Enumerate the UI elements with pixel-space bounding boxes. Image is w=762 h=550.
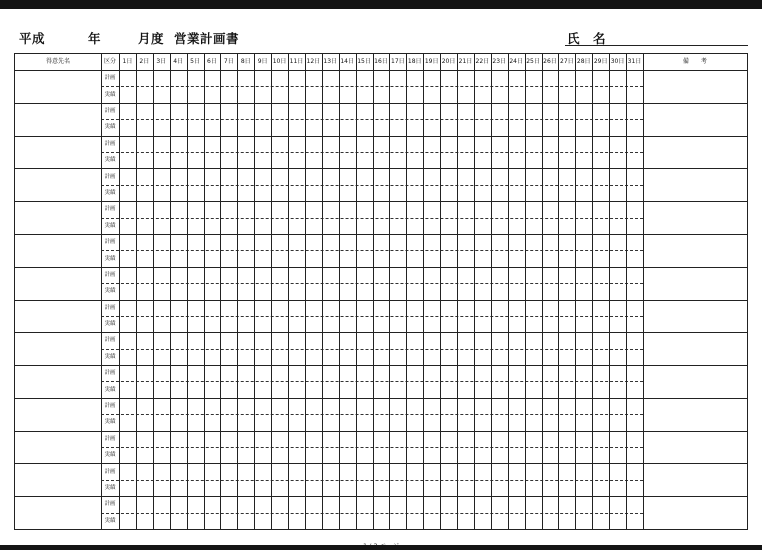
category-actual-label: 実績 [104, 485, 116, 492]
header-day-31: 31日 [627, 58, 642, 65]
header-day-4: 4日 [173, 58, 184, 65]
day-column-divider [609, 54, 610, 529]
row-group-separator [15, 234, 747, 235]
day-column-divider [592, 54, 593, 529]
category-plan-label: 計画 [104, 370, 116, 377]
row-group-separator [15, 168, 747, 169]
category-actual-label: 実績 [104, 255, 116, 262]
header-day-24: 24日 [509, 58, 523, 65]
header-day-26: 26日 [543, 58, 557, 65]
category-plan-label: 計画 [104, 337, 116, 344]
day-column-divider [153, 54, 154, 529]
header-day-7: 7日 [223, 58, 234, 65]
category-plan-label: 計画 [104, 206, 116, 213]
header-remarks: 備 考 [682, 58, 707, 65]
day-column-divider [322, 54, 323, 529]
category-plan-label: 計画 [104, 403, 116, 410]
day-column-divider [558, 54, 559, 529]
year-label: 年 [88, 31, 102, 46]
day-column-divider [305, 54, 306, 529]
day-column-divider [440, 54, 441, 529]
row-group-separator [15, 300, 747, 301]
category-plan-label: 計画 [104, 75, 116, 82]
header-customer-name: 得意先名 [45, 58, 70, 65]
header-day-5: 5日 [190, 58, 200, 65]
category-actual-label: 実績 [104, 288, 116, 295]
row-group-separator [15, 136, 747, 137]
category-actual-label: 実績 [104, 386, 116, 393]
row-group-separator [15, 431, 747, 432]
category-actual-label: 実績 [104, 157, 116, 164]
header-day-11: 11日 [289, 58, 304, 65]
header-day-23: 23日 [492, 58, 507, 65]
row-group-separator [15, 398, 747, 399]
sales-plan-table [14, 53, 748, 530]
category-plan-label: 計画 [104, 435, 116, 442]
header-day-17: 17日 [391, 58, 405, 65]
header-day-18: 18日 [407, 58, 422, 65]
header-day-30: 30日 [610, 58, 625, 65]
category-plan-label: 計画 [104, 304, 116, 311]
category-plan-label: 計画 [104, 501, 116, 508]
day-column-divider [136, 54, 137, 529]
header-day-25: 25日 [526, 58, 540, 65]
header-day-22: 22日 [475, 58, 490, 65]
header-day-9: 9日 [257, 58, 268, 65]
day-column-divider [575, 54, 576, 529]
header-day-12: 12日 [306, 58, 321, 65]
header-day-16: 16日 [374, 58, 388, 65]
header-day-20: 20日 [441, 58, 456, 65]
day-column-divider [288, 54, 289, 529]
name-label: 氏 名 [567, 31, 607, 46]
row-group-separator [15, 103, 747, 104]
header-day-8: 8日 [240, 58, 251, 65]
header-day-2: 2日 [139, 58, 150, 65]
day-column-divider [491, 54, 492, 529]
row-group-separator [15, 496, 747, 497]
header-day-21: 21日 [458, 58, 473, 65]
day-column-divider [204, 54, 205, 529]
header-day-19: 19日 [424, 58, 439, 65]
day-column-divider [356, 54, 357, 529]
header-day-29: 29日 [593, 58, 608, 65]
row-group-separator [15, 332, 747, 333]
header-day-1: 1日 [122, 58, 133, 65]
day-column-divider [389, 54, 390, 529]
day-column-divider [457, 54, 458, 529]
category-actual-label: 実績 [104, 222, 116, 229]
header-day-6: 6日 [207, 58, 217, 65]
day-column-divider [626, 54, 627, 529]
name-underline [565, 45, 748, 46]
header-day-10: 10日 [272, 58, 287, 65]
day-column-divider [643, 54, 644, 529]
category-plan-label: 計画 [104, 239, 116, 246]
day-column-divider [271, 54, 272, 529]
category-actual-label: 実績 [104, 189, 116, 196]
bottom-border-bar [0, 545, 762, 550]
category-plan-label: 計画 [104, 140, 116, 147]
day-column-divider [254, 54, 255, 529]
category-plan-label: 計画 [104, 271, 116, 278]
row-group-separator [15, 463, 747, 464]
day-column-divider [237, 54, 238, 529]
category-actual-label: 実績 [104, 419, 116, 426]
header-day-15: 15日 [357, 58, 371, 65]
day-column-divider [220, 54, 221, 529]
day-column-divider [508, 54, 509, 529]
column-divider [101, 54, 102, 529]
top-border-bar [0, 0, 762, 9]
category-actual-label: 実績 [104, 517, 116, 524]
column-divider [119, 54, 120, 529]
category-plan-label: 計画 [104, 107, 116, 114]
day-column-divider [525, 54, 526, 529]
header-day-27: 27日 [560, 58, 574, 65]
header-day-3: 3日 [156, 58, 167, 65]
era-label: 平成 [19, 31, 46, 46]
day-column-divider [187, 54, 188, 529]
category-plan-label: 計画 [104, 173, 116, 180]
row-group-separator [15, 365, 747, 366]
day-column-divider [474, 54, 475, 529]
header-day-13: 13日 [323, 58, 338, 65]
day-column-divider [339, 54, 340, 529]
day-column-divider [406, 54, 407, 529]
month-label: 月度 [138, 31, 165, 46]
header-day-14: 14日 [340, 58, 354, 65]
header-day-28: 28日 [576, 58, 591, 65]
day-column-divider [423, 54, 424, 529]
day-column-divider [170, 54, 171, 529]
category-plan-label: 計画 [104, 468, 116, 475]
category-actual-label: 実績 [104, 91, 116, 98]
row-group-separator [15, 267, 747, 268]
category-actual-label: 実績 [104, 452, 116, 459]
row-group-separator [15, 201, 747, 202]
header-category: 区分 [103, 58, 116, 65]
document-page [0, 9, 762, 545]
document-title: 営業計画書 [174, 31, 240, 46]
category-actual-label: 実績 [104, 353, 116, 360]
category-actual-label: 実績 [104, 321, 116, 328]
category-actual-label: 実績 [104, 124, 116, 131]
header-separator-line [15, 70, 747, 71]
day-column-divider [542, 54, 543, 529]
day-column-divider [373, 54, 374, 529]
